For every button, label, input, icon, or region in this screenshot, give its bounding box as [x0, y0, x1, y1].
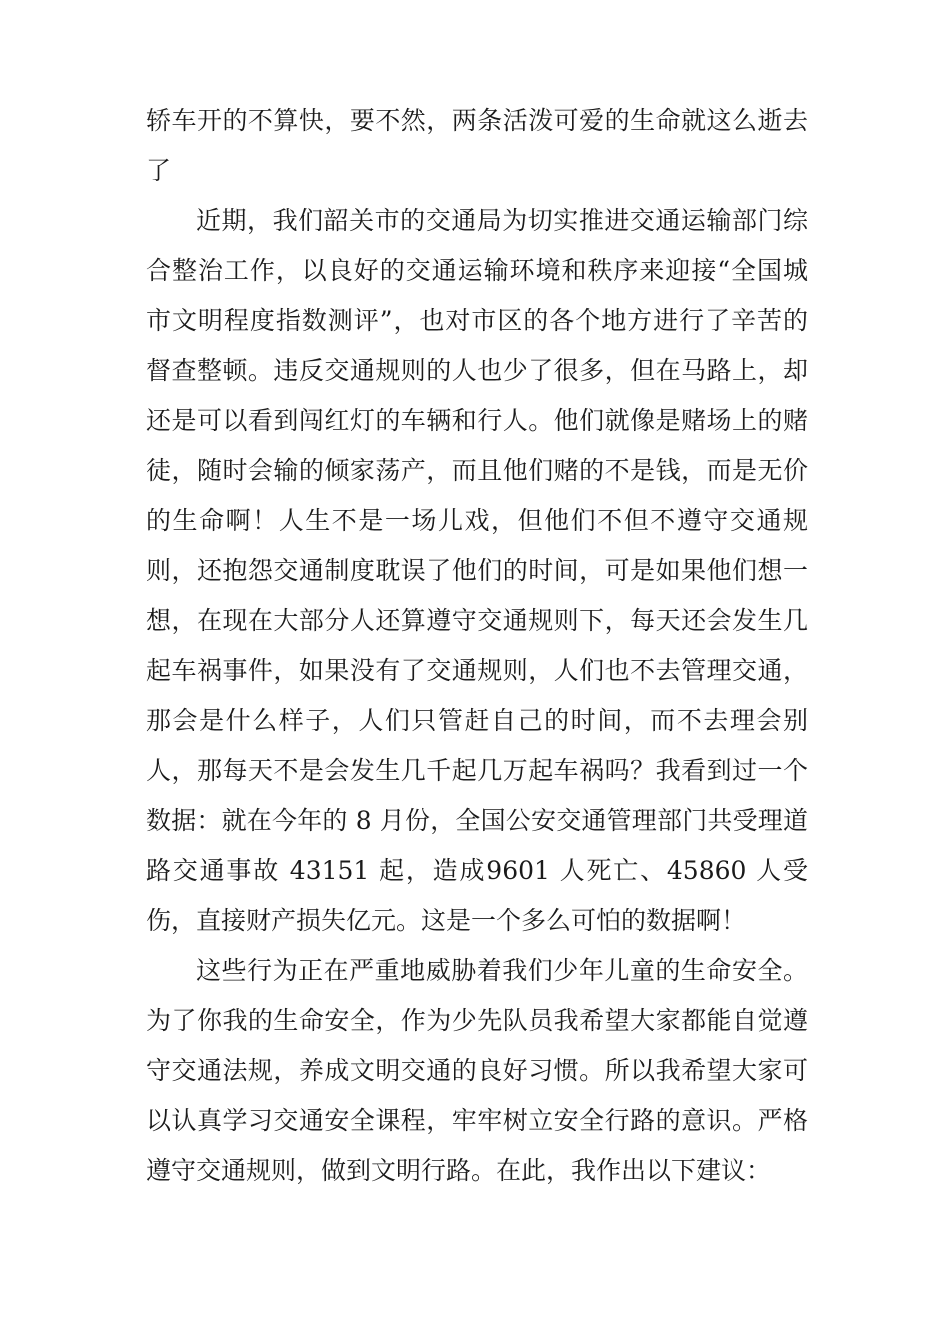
paragraph-2: 近期，我们韶关市的交通局为切实推进交通运输部门综合整治工作，以良好的交通运输环境和秩序来迎接“全国城市文明程度指数测评”，也对市区的各个地方进行了辛苦的督查整顿。违反交通规则的人也少了很多，但在马路上，却还是可以看到闯红灯的车辆和行人。他们就像是赌场上的赌徒，随时会输的倾家荡产，而且他们赌的不是钱，而是无价的生命啊！人生不是一场儿戏，但他们不但不遵守交通规则，还抱怨交通制度耽误了他们的时间，可是如果他们想一想，在现在大部分人还算遵守交通规则下，每天还会发生几起车祸事件，如果没有了交通规则，人们也不去管理交通，那会是什么样子，人们只管赶自己的时间，而不去理会别人，那每天不是会发生几千起几万起车祸吗？我看到过一个数据：就在今年的 8 月份，全国公安交通管理部门共受理道路交通事故 43151 起，造成9601 人死亡、45860 人受伤，直接财产损失亿元。这是一个多么可怕的数据啊！ — [146, 206, 808, 935]
paragraph-1: 轿车开的不算快，要不然，两条活泼可爱的生命就这么逝去了 — [146, 106, 808, 185]
document-body — [146, 96, 808, 1196]
paragraph-3: 这些行为正在严重地威胁着我们少年儿童的生命安全。为了你我的生命安全，作为少先队员我希望大家都能自觉遵守交通法规，养成文明交通的良好习惯。所以我希望大家可以认真学习交通安全课程，牢牢树立安全行路的意识。严格遵守交通规则，做到文明行路。在此，我作出以下建议： — [146, 956, 808, 1185]
